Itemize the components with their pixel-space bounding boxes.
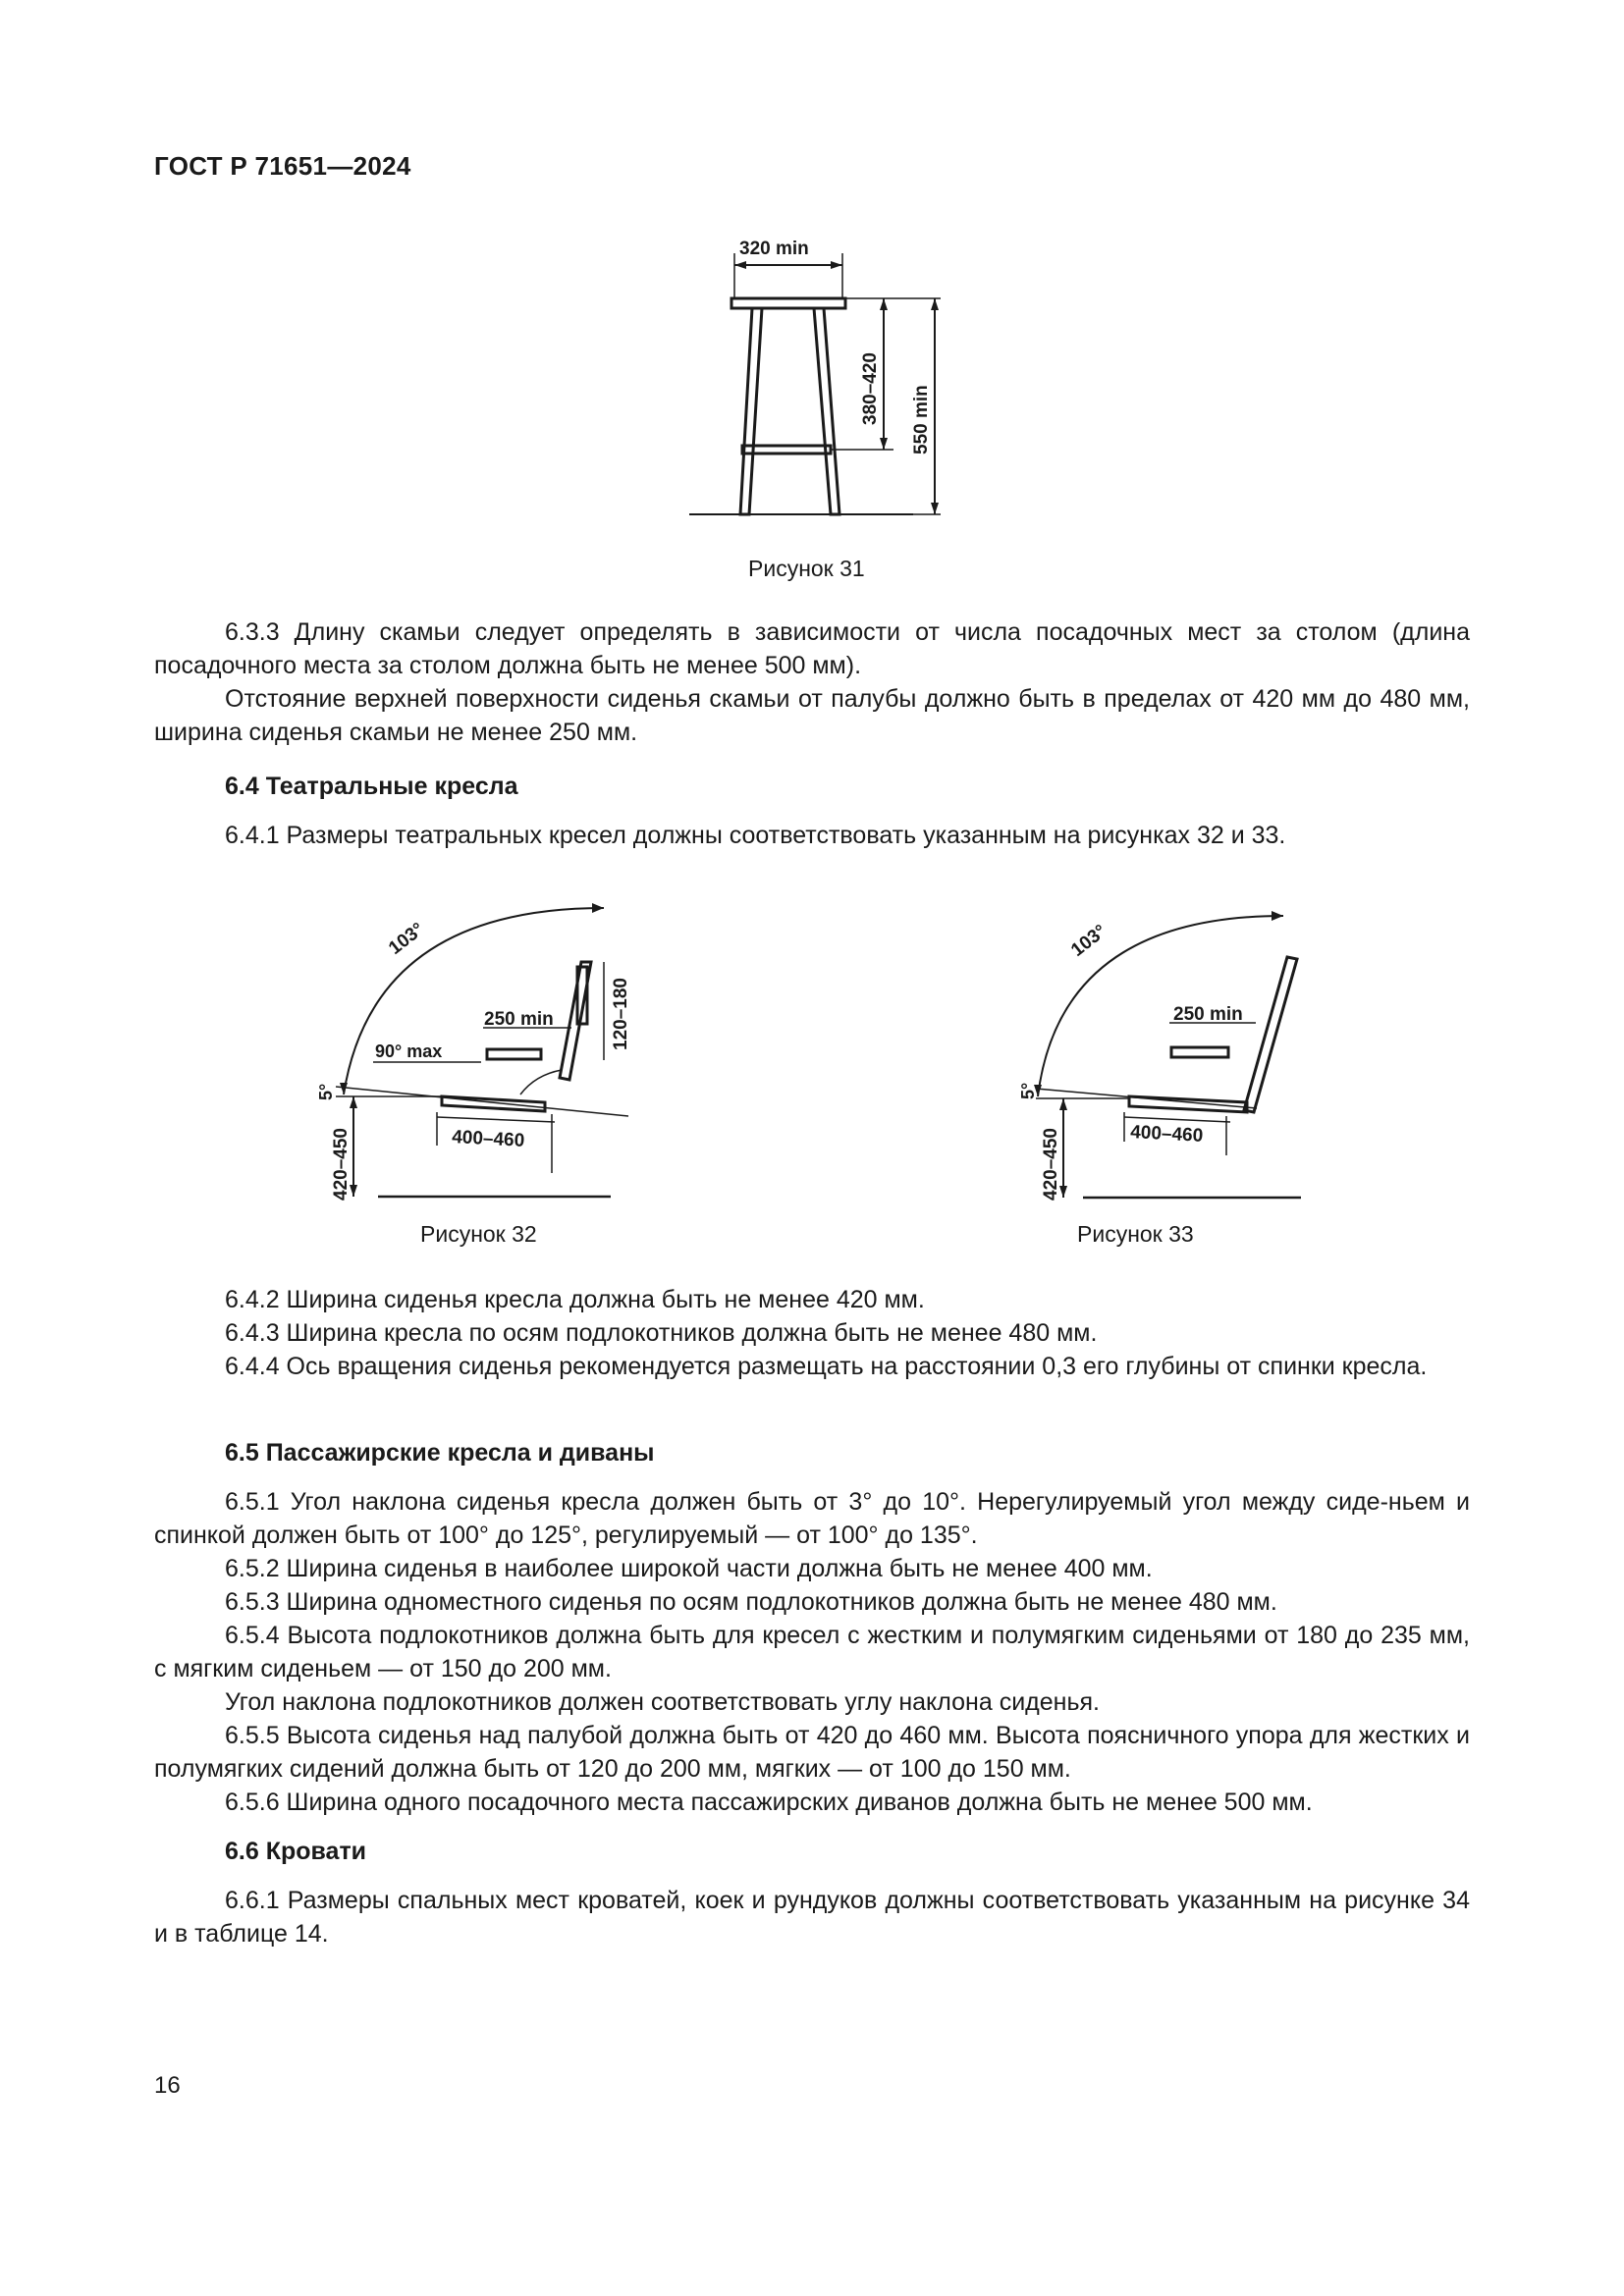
paragraph-text: 6.4.4 Ось вращения сиденья рекомендуется размещать на расстоянии 0,3 его глубины от спинки кресла. [225,1353,1428,1380]
page-number: 16 [154,2072,181,2099]
figure-31-stool-diagram [677,224,962,528]
document-header: ГОСТ Р 71651—2024 [154,151,411,181]
paragraph-text: 6.3.3 Длину скамьи следует определять в зависимости от числа посадочных мест за столом (длина посадочного места за столом должна быть не менее 500 мм). [154,618,1470,679]
dim-tilt: 5° [316,1083,336,1100]
paragraph-text: 6.5.3 Ширина одноместного сиденья по осям подлокотников должна быть не менее 480 мм. [225,1588,1277,1616]
dim-height: 420–450 [1041,1128,1061,1201]
paragraph-6-6-1 [154,1884,1470,1950]
dim-seat-span: 380–420 [860,352,881,425]
dim-back: 120–180 [611,978,631,1050]
paragraph-text: Отстояние верхней поверхности сиденья скамьи от палубы должно быть в пределах от 420 мм до 480 мм, ширина сиденья скамьи не менее 250 мм. [154,685,1470,746]
figure-32-theatre-seat-diagram [304,888,638,1212]
paragraph-text: 6.5.1 Угол наклона сиденья кресла должен быть от 3° до 10°. Нерегулируемый угол между сиде-ньем и спинкой должен быть от 100° до 125°, регулируемый — от 100° до 135°. [154,1488,1470,1549]
figure-32-caption: Рисунок 32 [420,1221,537,1247]
dim-depth: 400–460 [451,1127,525,1151]
figure-31-caption: Рисунок 31 [748,556,865,581]
dim-seat-angle: 90° max [375,1041,443,1061]
dim-height: 420–450 [331,1128,352,1201]
paragraph-text: 6.4.1 Размеры театральных кресел должны соответствовать указанным на рисунках 32 и 33. [225,822,1286,849]
section-title-6-4: 6.4 Театральные кресла [225,773,518,800]
dim-top-width: 320 min [739,239,809,259]
dim-tilt: 5° [1018,1082,1038,1099]
paragraph-text: 6.5.4 Высота подлокотников должна быть для кресел с жестким и полумягким сиденьями от 180 до 235 мм, с мягким сиденьем — от 150 до 200 мм. [154,1622,1470,1682]
dim-angle: 103° [385,919,429,959]
figure-33-caption: Рисунок 33 [1077,1221,1194,1247]
section-title-6-5: 6.5 Пассажирские кресла и диваны [225,1439,655,1467]
paragraph-text: 6.5.2 Ширина сиденья в наиболее широкой части должна быть не менее 400 мм. [225,1555,1153,1582]
dim-armrest: 250 min [1173,1004,1243,1025]
dim-depth: 400–460 [1129,1122,1204,1147]
paragraph-text: 6.5.5 Высота сиденья над палубой должна быть от 420 до 460 мм. Высота поясничного упора для жестких и полумягких сидений должна быть от 120 до 200 мм, мягких — от 100 до 150 мм. [154,1722,1470,1783]
paragraph-text: Угол наклона подлокотников должен соответствовать углу наклона сиденья. [225,1688,1100,1716]
paragraph-6-4-1 [154,819,1470,852]
paragraph-text: 6.4.2 Ширина сиденья кресла должна быть не менее 420 мм. [225,1286,925,1313]
paragraph-6-3-3 [154,615,1470,749]
figure-33-theatre-seat-diagram [1006,888,1321,1212]
paragraph-text: 6.5.6 Ширина одного посадочного места пассажирских диванов должна быть не менее 500 мм. [225,1789,1313,1816]
paragraphs-6-5 [154,1485,1470,1819]
dim-height: 550 min [911,385,932,454]
paragraphs-6-4-2-to-6-4-4 [154,1283,1470,1383]
dim-armrest: 250 min [484,1009,554,1030]
paragraph-text: 6.4.3 Ширина кресла по осям подлокотников должна быть не менее 480 мм. [225,1319,1098,1347]
dim-angle: 103° [1067,921,1111,961]
paragraph-text: 6.6.1 Размеры спальных мест кроватей, коек и рундуков должны соответствовать указанным на рисунке 34 и в таблице 14. [154,1887,1470,1948]
section-title-6-6: 6.6 Кровати [225,1838,367,1865]
